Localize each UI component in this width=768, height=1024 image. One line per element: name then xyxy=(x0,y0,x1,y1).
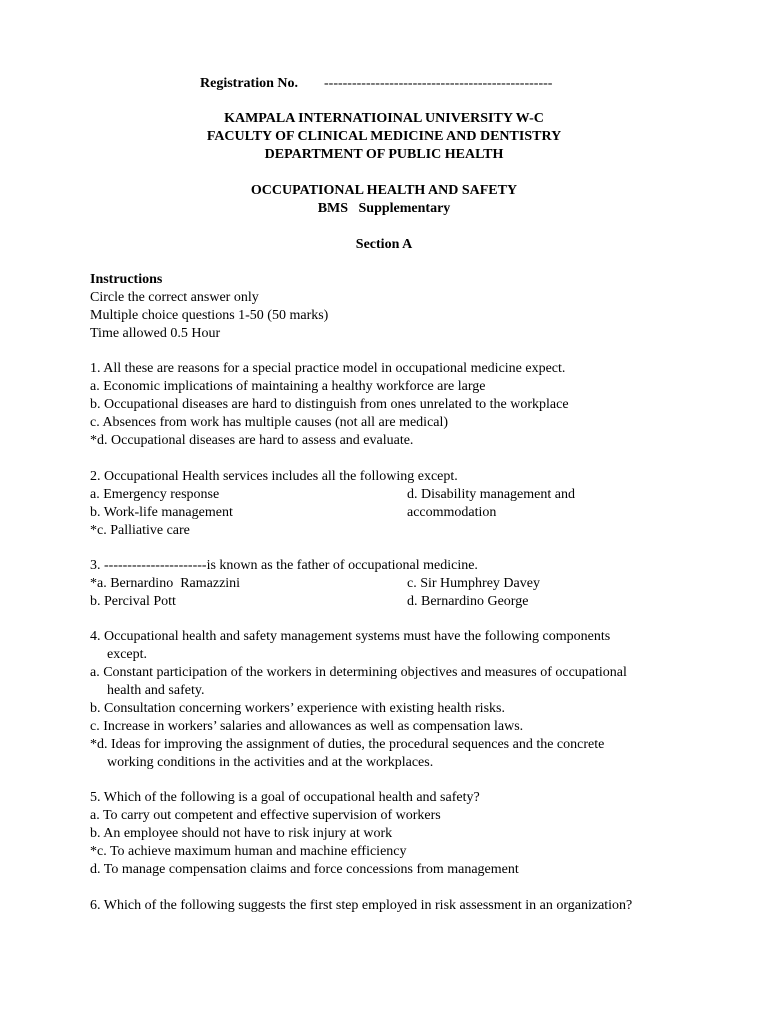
question-2-option-d: d. Disability management and xyxy=(407,487,575,502)
question-3-option-d: d. Bernardino George xyxy=(407,594,529,609)
question-3-stem: 3. ----------------------is known as the father of occupational medicine. xyxy=(90,558,478,573)
question-4-stem: 4. Occupational health and safety management systems must have the following components xyxy=(90,629,611,644)
faculty-name: FACULTY OF CLINICAL MEDICINE AND DENTISTRY xyxy=(206,129,562,144)
question-5-option-a: a. To carry out competent and effective supervision of workers xyxy=(90,808,441,823)
question-4-option-b: b. Consultation concerning workers’ experience with existing health risks. xyxy=(90,701,505,716)
instruction-line: Multiple choice questions 1-50 (50 marks) xyxy=(90,308,329,323)
registration-label: Registration No. xyxy=(200,76,298,91)
section-title: Section A xyxy=(355,237,413,252)
question-3-option-a: *a. Bernardino Ramazzini xyxy=(90,576,241,591)
question-2-option-b: b. Work-life management xyxy=(90,505,233,520)
question-4-option-a-continued: health and safety. xyxy=(107,683,205,698)
registration-blank: ------------------------------------------------- xyxy=(324,76,553,91)
department-name: DEPARTMENT OF PUBLIC HEALTH xyxy=(264,147,504,162)
university-name: KAMPALA INTERNATIOINAL UNIVERSITY W-C xyxy=(224,111,544,126)
question-4-option-d-continued: working conditions in the activities and at the workplaces. xyxy=(107,755,434,770)
question-4-option-a: a. Constant participation of the workers in determining objectives and measures of occupational xyxy=(90,665,627,680)
question-1-stem: 1. All these are reasons for a special practice model in occupational medicine expect. xyxy=(90,361,566,376)
question-1-option-b: b. Occupational diseases are hard to distinguish from ones unrelated to the workplace xyxy=(90,397,569,412)
instruction-line: Time allowed 0.5 Hour xyxy=(90,326,221,341)
question-3-option-c: c. Sir Humphrey Davey xyxy=(407,576,540,591)
question-3-option-b: b. Percival Pott xyxy=(90,594,176,609)
instruction-line: Circle the correct answer only xyxy=(90,290,259,305)
question-4-stem-continued: except. xyxy=(107,647,148,662)
question-5-option-d: d. To manage compensation claims and force concessions from management xyxy=(90,862,519,877)
question-4-option-c: c. Increase in workers’ salaries and allowances as well as compensation laws. xyxy=(90,719,524,734)
question-2-option-d-continued: accommodation xyxy=(407,505,497,520)
question-2-option-a: a. Emergency response xyxy=(90,487,220,502)
exam-type: BMS Supplementary xyxy=(317,201,451,216)
question-1-option-c: c. Absences from work has multiple causes (not all are medical) xyxy=(90,415,449,430)
instructions-heading: Instructions xyxy=(90,272,163,287)
question-6-stem: 6. Which of the following suggests the first step employed in risk assessment in an organization? xyxy=(90,898,633,913)
question-2-stem: 2. Occupational Health services includes all the following except. xyxy=(90,469,458,484)
question-5-option-c: *c. To achieve maximum human and machine efficiency xyxy=(90,844,407,859)
question-5-stem: 5. Which of the following is a goal of occupational health and safety? xyxy=(90,790,480,805)
question-1-option-d: *d. Occupational diseases are hard to assess and evaluate. xyxy=(90,433,414,448)
question-5-option-b: b. An employee should not have to risk injury at work xyxy=(90,826,393,841)
course-title: OCCUPATIONAL HEALTH AND SAFETY xyxy=(250,183,518,198)
question-4-option-d: *d. Ideas for improving the assignment of duties, the procedural sequences and the concrete xyxy=(90,737,605,752)
question-2-option-c: *c. Palliative care xyxy=(90,523,190,538)
question-1-option-a: a. Economic implications of maintaining a healthy workforce are large xyxy=(90,379,486,394)
